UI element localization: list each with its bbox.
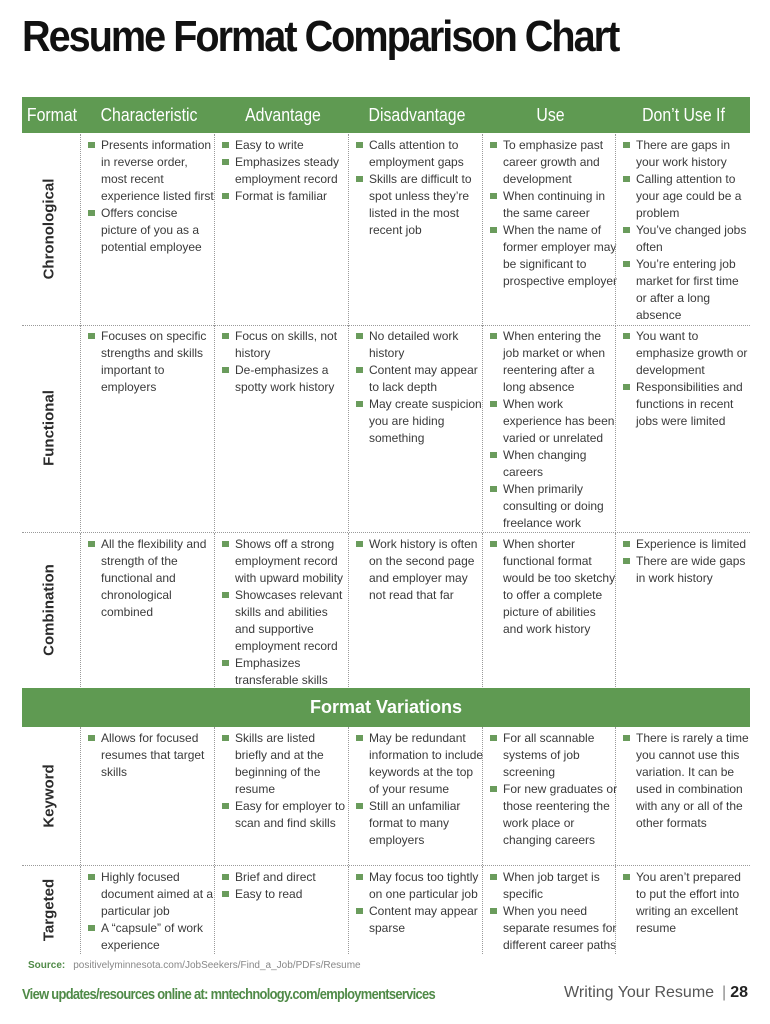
source-label: Source:: [28, 960, 66, 971]
square-bullet-icon: [623, 874, 630, 880]
item-text: When continuing in the same career: [503, 189, 606, 220]
item-text: You want to emphasize growth or development: [636, 329, 748, 377]
item-text: A “capsule” of work experience: [101, 921, 204, 952]
cell-disadvantage: [356, 134, 484, 324]
cell-advantage: [222, 533, 350, 687]
cell-advantage: [222, 325, 350, 531]
item-text: When you need separate resumes for different career paths: [503, 904, 617, 952]
cell-use: [490, 727, 618, 865]
footer-page-info: [564, 984, 748, 1002]
column-divider: [615, 134, 616, 324]
item-text: Focus on skills, not history: [235, 329, 338, 360]
item-text: Brief and direct: [235, 870, 316, 884]
source-note: [28, 960, 361, 971]
cell-characteristic: [88, 325, 216, 531]
item-text: Content may appear sparse: [369, 904, 478, 935]
cell-characteristic: [88, 533, 216, 687]
item-text: Showcases relevant skills and abilities and supportive employment record: [235, 588, 343, 653]
item-text: When job target is specific: [503, 870, 600, 901]
row-label-cell: [22, 866, 76, 954]
item-text: When primarily consulting or doing freelance work: [503, 482, 604, 530]
list-item: [623, 171, 751, 222]
column-header-format: Format: [26, 105, 78, 125]
column-divider: [615, 325, 616, 531]
square-bullet-icon: [623, 176, 630, 182]
square-bullet-icon: [356, 874, 363, 880]
list-item: [356, 798, 484, 849]
item-text: No detailed work history: [369, 329, 459, 360]
item-text: Calls attention to employment gaps: [369, 138, 464, 169]
square-bullet-icon: [490, 874, 497, 880]
square-bullet-icon: [88, 333, 95, 339]
list-item: [490, 730, 618, 781]
column-divider: [80, 866, 81, 954]
item-text: Easy for employer to scan and find skills: [235, 799, 346, 830]
list-item: [222, 798, 350, 832]
square-bullet-icon: [356, 541, 363, 547]
list-item: [88, 536, 216, 621]
cell-characteristic: [88, 727, 216, 865]
square-bullet-icon: [490, 908, 497, 914]
cell-dont-use-if: [623, 727, 751, 865]
item-text: Calling attention to your age could be a problem: [636, 172, 742, 220]
square-bullet-icon: [356, 803, 363, 809]
item-text: Offers concise picture of you as a potential employee: [101, 206, 202, 254]
item-text: All the flexibility and strength of the functional and chronological combined: [101, 537, 207, 619]
square-bullet-icon: [490, 333, 497, 339]
square-bullet-icon: [356, 735, 363, 741]
column-divider: [615, 533, 616, 687]
column-divider: [348, 533, 349, 687]
list-item: [623, 328, 751, 379]
column-divider: [214, 727, 215, 865]
row-format-label: Functional: [40, 390, 58, 466]
square-bullet-icon: [222, 159, 229, 165]
item-text: Work history is often on the second page and employer may not read that far: [369, 537, 478, 602]
column-divider: [482, 325, 483, 531]
list-item: [88, 920, 216, 954]
item-text: Allows for focused resumes that target skills: [101, 731, 205, 779]
list-item: [88, 328, 216, 396]
list-item: [356, 730, 484, 798]
item-text: You aren’t prepared to put the effort into writing an excellent resume: [636, 870, 741, 935]
item-text: Still an unfamiliar format to many employers: [369, 799, 461, 847]
column-divider: [615, 866, 616, 954]
item-text: Presents information in reverse order, most recent experience listed first: [101, 138, 214, 203]
item-text: Easy to read: [235, 887, 303, 901]
row-format-label: Keyword: [40, 764, 58, 828]
column-header-disadvantage: Disadvantage: [368, 105, 466, 125]
list-item: [490, 536, 618, 638]
row-format-label: Chronological: [40, 178, 58, 280]
column-divider: [214, 533, 215, 687]
square-bullet-icon: [490, 486, 497, 492]
square-bullet-icon: [356, 908, 363, 914]
item-text: There are wide gaps in work history: [636, 554, 746, 585]
item-text: Emphasizes transferable skills: [235, 656, 328, 687]
item-text: Focuses on specific strengths and skills important to employers: [101, 329, 207, 394]
cell-disadvantage: [356, 325, 484, 531]
row-label-cell: [22, 325, 76, 531]
square-bullet-icon: [222, 193, 229, 199]
list-item: [222, 869, 350, 886]
cell-disadvantage: [356, 727, 484, 865]
square-bullet-icon: [88, 735, 95, 741]
column-divider: [482, 727, 483, 865]
item-text: For all scannable systems of job screening: [503, 731, 595, 779]
column-divider: [482, 134, 483, 324]
square-bullet-icon: [222, 333, 229, 339]
item-text: There is rarely a time you cannot use this variation. It can be used in combination with any or all of the other formats: [636, 731, 749, 830]
list-item: [623, 222, 751, 256]
cell-use: [490, 866, 618, 954]
item-text: Responsibilities and functions in recent jobs were limited: [636, 380, 743, 428]
list-item: [356, 869, 484, 903]
list-item: [222, 188, 350, 205]
row-label-cell: [22, 134, 76, 324]
item-text: When the name of former employer may be significant to prospective employer: [503, 223, 618, 288]
item-text: Emphasizes steady employment record: [235, 155, 340, 186]
table-row: [22, 866, 750, 954]
list-item: [88, 137, 216, 205]
list-item: [356, 903, 484, 937]
column-divider: [80, 533, 81, 687]
list-item: [88, 730, 216, 781]
list-item: [222, 536, 350, 587]
list-item: [623, 137, 751, 171]
cell-dont-use-if: [623, 533, 751, 687]
cell-use: [490, 325, 618, 531]
list-item: [222, 730, 350, 798]
item-text: When entering the job market or when reentering after a long absence: [503, 329, 606, 394]
square-bullet-icon: [222, 660, 229, 666]
square-bullet-icon: [490, 541, 497, 547]
list-item: [623, 379, 751, 430]
footer-separator: |: [722, 984, 727, 1001]
item-text: When shorter functional format would be too sketchy to offer a complete picture of abilities and work history: [503, 537, 616, 636]
square-bullet-icon: [623, 333, 630, 339]
square-bullet-icon: [356, 367, 363, 373]
cell-characteristic: [88, 866, 216, 954]
list-item: [623, 536, 751, 553]
list-item: [222, 362, 350, 396]
format-variations-banner: Format Variations: [22, 688, 750, 727]
item-text: Highly focused document aimed at a particular job: [101, 870, 214, 918]
square-bullet-icon: [222, 367, 229, 373]
item-text: There are gaps in your work history: [636, 138, 731, 169]
list-item: [356, 328, 484, 362]
item-text: Skills are difficult to spot unless they’re listed in the most recent job: [369, 172, 472, 237]
list-item: [490, 222, 618, 290]
square-bullet-icon: [623, 384, 630, 390]
list-item: [222, 328, 350, 362]
cell-use: [490, 134, 618, 324]
cell-disadvantage: [356, 533, 484, 687]
list-item: [222, 154, 350, 188]
square-bullet-icon: [222, 142, 229, 148]
square-bullet-icon: [222, 874, 229, 880]
list-item: [490, 903, 618, 954]
square-bullet-icon: [623, 735, 630, 741]
row-label-cell: [22, 727, 76, 865]
footer-section: Writing Your Resume: [564, 984, 715, 1001]
item-text: De-emphasizes a spotty work history: [235, 363, 335, 394]
column-divider: [482, 533, 483, 687]
cell-advantage: [222, 866, 350, 954]
item-text: May create suspicion you are hiding something: [369, 397, 482, 445]
cell-disadvantage: [356, 866, 484, 954]
square-bullet-icon: [222, 592, 229, 598]
square-bullet-icon: [356, 333, 363, 339]
list-item: [623, 256, 751, 324]
list-item: [490, 328, 618, 396]
square-bullet-icon: [88, 874, 95, 880]
cell-dont-use-if: [623, 866, 751, 954]
list-item: [88, 869, 216, 920]
item-text: Skills are listed briefly and at the beginning of the resume: [235, 731, 324, 796]
column-divider: [348, 866, 349, 954]
footer-link[interactable]: View updates/resources online at: mntechnology.com/employmentservices: [22, 986, 436, 1003]
list-item: [623, 553, 751, 587]
column-header-dont-use-if: Don’t Use If: [642, 105, 725, 125]
table-row: [22, 727, 750, 865]
square-bullet-icon: [490, 786, 497, 792]
square-bullet-icon: [356, 142, 363, 148]
row-label-cell: [22, 533, 76, 687]
column-header-advantage: Advantage: [245, 105, 321, 125]
source-url[interactable]: positivelyminnesota.com/JobSeekers/Find_a_Job/PDFs/Resume: [73, 960, 361, 971]
item-text: Easy to write: [235, 138, 304, 152]
list-item: [222, 886, 350, 903]
column-header-characteristic: Characteristic: [100, 105, 198, 125]
square-bullet-icon: [490, 193, 497, 199]
square-bullet-icon: [88, 925, 95, 931]
table-row: [22, 325, 750, 531]
column-divider: [214, 134, 215, 324]
item-text: To emphasize past career growth and development: [503, 138, 604, 186]
square-bullet-icon: [490, 452, 497, 458]
list-item: [356, 396, 484, 447]
table-row: [22, 533, 750, 687]
square-bullet-icon: [222, 803, 229, 809]
column-divider: [482, 866, 483, 954]
item-text: Content may appear to lack depth: [369, 363, 478, 394]
list-item: [490, 869, 618, 903]
square-bullet-icon: [490, 735, 497, 741]
item-text: For new graduates or those reentering the work place or changing careers: [503, 782, 618, 847]
square-bullet-icon: [88, 142, 95, 148]
square-bullet-icon: [623, 142, 630, 148]
column-divider: [80, 134, 81, 324]
table-row: [22, 134, 750, 324]
column-divider: [80, 727, 81, 865]
column-divider: [348, 134, 349, 324]
list-item: [490, 781, 618, 849]
cell-use: [490, 533, 618, 687]
square-bullet-icon: [490, 401, 497, 407]
list-item: [490, 188, 618, 222]
item-text: You’ve changed jobs often: [636, 223, 747, 254]
square-bullet-icon: [623, 558, 630, 564]
square-bullet-icon: [623, 227, 630, 233]
square-bullet-icon: [490, 142, 497, 148]
list-item: [356, 536, 484, 604]
item-text: Shows off a strong employment record with upward mobility: [235, 537, 344, 585]
square-bullet-icon: [88, 541, 95, 547]
list-item: [356, 137, 484, 171]
item-text: May be redundant information to include keywords at the top of your resume: [369, 731, 484, 796]
column-divider: [348, 325, 349, 531]
list-item: [490, 447, 618, 481]
cell-advantage: [222, 727, 350, 865]
list-item: [623, 869, 751, 937]
item-text: Experience is limited: [636, 537, 747, 551]
column-header-use: Use: [536, 105, 565, 125]
page-number: 28: [730, 984, 748, 1001]
square-bullet-icon: [222, 541, 229, 547]
list-item: [222, 137, 350, 154]
item-text: Format is familiar: [235, 189, 328, 203]
column-divider: [214, 325, 215, 531]
column-divider: [80, 325, 81, 531]
square-bullet-icon: [623, 541, 630, 547]
list-item: [490, 137, 618, 188]
item-text: When work experience has been varied or unrelated: [503, 397, 615, 445]
square-bullet-icon: [222, 891, 229, 897]
list-item: [490, 396, 618, 447]
list-item: [356, 362, 484, 396]
square-bullet-icon: [222, 735, 229, 741]
column-divider: [214, 866, 215, 954]
item-text: You’re entering job market for first time or after a long absence: [636, 257, 739, 322]
list-item: [222, 587, 350, 655]
page-title: Resume Format Comparison Chart: [22, 12, 619, 61]
square-bullet-icon: [88, 210, 95, 216]
cell-dont-use-if: [623, 325, 751, 531]
column-divider: [348, 727, 349, 865]
square-bullet-icon: [356, 176, 363, 182]
square-bullet-icon: [623, 261, 630, 267]
row-format-label: Targeted: [40, 878, 58, 942]
item-text: When changing careers: [503, 448, 587, 479]
list-item: [623, 730, 751, 832]
square-bullet-icon: [490, 227, 497, 233]
cell-advantage: [222, 134, 350, 324]
list-item: [356, 171, 484, 239]
list-item: [88, 205, 216, 256]
list-item: [222, 655, 350, 689]
cell-characteristic: [88, 134, 216, 324]
list-item: [490, 481, 618, 532]
cell-dont-use-if: [623, 134, 751, 324]
table-header: [22, 97, 750, 133]
square-bullet-icon: [356, 401, 363, 407]
item-text: May focus too tightly on one particular job: [369, 870, 479, 901]
column-divider: [615, 727, 616, 865]
row-format-label: Combination: [40, 564, 58, 656]
